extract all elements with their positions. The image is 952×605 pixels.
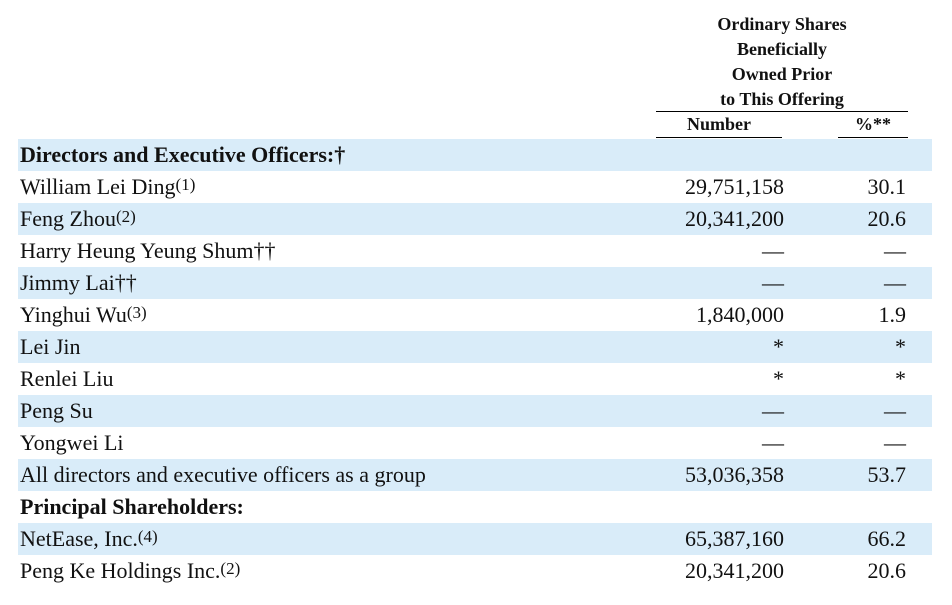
shares-percent: * — [895, 366, 906, 391]
shares-percent: 1.9 — [878, 302, 906, 327]
table-row — [18, 267, 932, 299]
section-header-row — [18, 491, 932, 523]
column-group-header-line: Ordinary Shares — [717, 14, 847, 34]
section-header-row — [18, 139, 932, 171]
shares-number: * — [773, 334, 784, 359]
shares-number: — — [762, 398, 784, 423]
column-group-header-line: Beneficially — [737, 39, 827, 59]
number-header-rule — [656, 137, 782, 138]
shares-number: — — [762, 238, 784, 263]
dagger-mark: †† — [114, 270, 137, 295]
shares-percent: — — [884, 398, 906, 423]
holder-name-text: Yongwei Li — [20, 430, 124, 455]
shares-number: 53,036,358 — [685, 462, 784, 487]
holder-name-text: Harry Heung Yeung Shum — [20, 238, 254, 263]
shares-percent: 53.7 — [867, 462, 906, 487]
holder-name — [20, 363, 113, 395]
footnote-ref: (1) — [175, 175, 196, 194]
table-row — [18, 555, 932, 587]
holder-name — [20, 523, 158, 555]
holder-name — [20, 171, 195, 203]
holder-name-text: Directors and Executive Officers: — [20, 142, 335, 167]
shares-number: 65,387,160 — [685, 526, 784, 551]
table-row — [18, 363, 932, 395]
table-row — [18, 459, 932, 491]
holder-name-text: Jimmy Lai — [20, 270, 115, 295]
shares-percent: 20.6 — [867, 558, 906, 583]
holder-name-text: Peng Su — [20, 398, 93, 423]
shares-number: 20,341,200 — [685, 558, 784, 583]
table-row — [18, 523, 932, 555]
holder-name-text: Principal Shareholders: — [20, 494, 244, 519]
ownership-table — [18, 139, 932, 587]
table-row — [18, 299, 932, 331]
shares-percent: — — [884, 238, 906, 263]
column-group-header-line: Owned Prior — [731, 64, 833, 84]
table-row — [18, 171, 932, 203]
holder-name-text: NetEase, Inc. — [20, 526, 138, 551]
table-row — [18, 331, 932, 363]
column-group-header — [656, 12, 908, 112]
holder-name-text: William Lei Ding — [20, 174, 176, 199]
shares-percent: 20.6 — [867, 206, 906, 231]
holder-name-text: Lei Jin — [20, 334, 81, 359]
shares-number: 20,341,200 — [685, 206, 784, 231]
percent-header-rule — [838, 137, 908, 138]
holder-name-text: All directors and executive officers as a group — [20, 462, 426, 487]
holder-name — [20, 267, 137, 299]
shares-percent: — — [884, 430, 906, 455]
footnote-ref: (2) — [220, 559, 241, 578]
holder-name — [20, 459, 426, 491]
dagger-mark: † — [334, 142, 346, 167]
holder-name — [20, 235, 275, 267]
shares-percent: 30.1 — [867, 174, 906, 199]
table-row — [18, 235, 932, 267]
holder-name — [20, 395, 93, 427]
shares-percent: — — [884, 270, 906, 295]
holder-name — [20, 299, 147, 331]
holder-name-text: Feng Zhou — [20, 206, 116, 231]
holder-name-text: Peng Ke Holdings Inc. — [20, 558, 221, 583]
table-row — [18, 203, 932, 235]
dagger-mark: †† — [253, 238, 276, 263]
shares-number: * — [773, 366, 784, 391]
column-header-number: Number — [687, 114, 751, 134]
holder-name — [20, 427, 124, 459]
footnote-ref: (4) — [137, 527, 158, 546]
column-header-percent: %** — [855, 114, 891, 134]
table-row — [18, 427, 932, 459]
shares-number: — — [762, 270, 784, 295]
holder-name — [20, 203, 136, 235]
shares-percent: * — [895, 334, 906, 359]
shares-percent: 66.2 — [867, 526, 906, 551]
table-row — [18, 395, 932, 427]
section-title — [20, 491, 244, 523]
footnote-ref: (2) — [115, 207, 136, 226]
holder-name — [20, 555, 240, 587]
holder-name-text: Renlei Liu — [20, 366, 114, 391]
holder-name — [20, 331, 81, 363]
shares-number: 1,840,000 — [696, 302, 784, 327]
shares-number: — — [762, 430, 784, 455]
section-title — [20, 139, 345, 171]
shares-number: 29,751,158 — [685, 174, 784, 199]
holder-name-text: Yinghui Wu — [20, 302, 127, 327]
footnote-ref: (3) — [126, 303, 147, 322]
column-group-header-line: to This Offering — [720, 89, 844, 109]
